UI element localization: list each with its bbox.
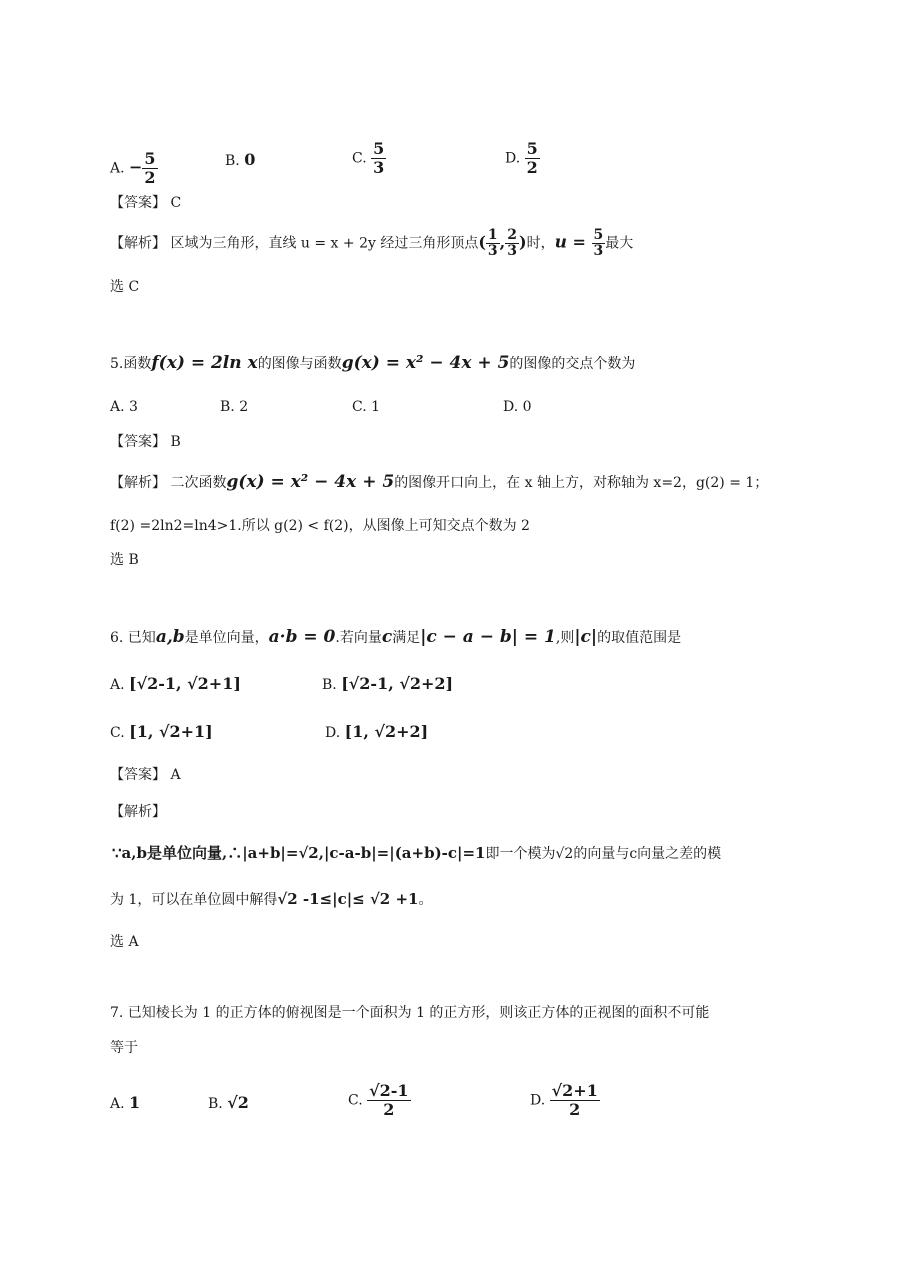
q4-vertex-x: $\frac{1}{3}$ (487, 227, 498, 259)
q4-option-a-fraction: $\frac{5}{2}$ (144, 149, 156, 187)
q4-option-b: B. 0 (225, 150, 256, 169)
q6-option-a: A. [√2-1, √2+1] (110, 674, 241, 693)
q5-answer: 【答案】 B (110, 434, 181, 450)
q6-option-b-interval: [√2-1, √2+2] (341, 674, 454, 693)
q5-choice: 选 B (110, 552, 139, 568)
q4-option-c: C. $\frac{5}{3}$ (352, 139, 385, 177)
q5-option-a: A. 3 (110, 399, 138, 415)
q6-option-d: D. [1, √2+2] (325, 722, 429, 741)
q6-analysis-line1: ∵a,b是单位向量,∴|a+b|=√2,|c-a-b|=|(a+b)-c|=1即一个模为√2的向量与c向量之差的模 (112, 844, 722, 862)
q6-answer: 【答案】 A (110, 767, 181, 783)
q7-option-d-fraction: $\frac{√2+1}{2}$ (551, 1081, 598, 1119)
q6-analysis-line1-math: ∵a,b是单位向量,∴|a+b|=√2,|c-a-b|=|(a+b)-c|=1 (112, 844, 486, 862)
q5-stem: 5.函数f(x) = 2ln x的图像与函数g(x) = x² − 4x + 5的图像的交点个数为 (110, 353, 636, 373)
q4-option-d-fraction: $\frac{5}{2}$ (526, 139, 538, 177)
q6-option-c: C. [1, √2+1] (110, 722, 213, 741)
q5-analysis-g-expression: g(x) = x² − 4x + 5 (226, 472, 395, 492)
q6-choice: 选 A (110, 934, 139, 950)
q5-analysis-line2: f(2) =2ln2=ln4>1.所以 g(2) < f(2)，从图像上可知交点个数为 2 (110, 518, 530, 534)
q4-option-d: D. $\frac{5}{2}$ (505, 139, 538, 177)
q4-option-a: A. − $\frac{5}{2}$ (110, 149, 156, 187)
q6-analysis-line2-math: √2 -1≤|c|≤ √2 +1 (277, 890, 419, 908)
q5-option-c: C. 1 (352, 399, 381, 415)
q7-option-a: A. 1 (110, 1093, 141, 1112)
q4-u-value: $\frac{5}{3}$ (593, 227, 604, 259)
q6-option-d-interval: [1, √2+2] (344, 722, 429, 741)
q4-answer: 【答案】 C (110, 195, 182, 211)
q7-option-b: B. √2 (208, 1093, 249, 1112)
q6-analysis-tag: 【解析】 (110, 804, 166, 820)
q7-stem-line2: 等于 (110, 1040, 138, 1056)
q7-option-d: D. $\frac{√2+1}{2}$ (530, 1081, 598, 1119)
q4-choice: 选 C (110, 279, 140, 295)
q6-option-b: B. [√2-1, √2+2] (322, 674, 454, 693)
q7-option-c: C. $\frac{√2-1}{2}$ (348, 1081, 409, 1119)
q6-analysis-line2: 为 1，可以在单位圆中解得√2 -1≤|c|≤ √2 +1。 (110, 890, 433, 908)
q5-analysis: 【解析】 二次函数g(x) = x² − 4x + 5的图像开口向上，在 x 轴上方，对称轴为 x=2，g(2) = 1； (110, 472, 769, 492)
q5-option-d: D. 0 (503, 399, 532, 415)
q5-f-expression: f(x) = 2ln x (151, 353, 258, 373)
q7-stem-line1: 7. 已知棱长为 1 的正方体的俯视图是一个面积为 1 的正方形，则该正方体的正视图的面积不可能 (110, 1005, 710, 1021)
q5-g-expression: g(x) = x² − 4x + 5 (341, 353, 510, 373)
q4-analysis: 【解析】 区域为三角形，直线 u = x + 2y 经过三角形顶点( $\frac{1}{3}$ , $\frac{2}{3}$ )时，u = $\frac{5}{3}$ 最大 (110, 227, 634, 259)
q6-stem: 6. 已知a,b是单位向量，a·b = 0.若向量c满足|c − a − b| = 1,则|c|的取值范围是 (110, 627, 682, 647)
q4-option-c-fraction: $\frac{5}{3}$ (373, 139, 385, 177)
q7-option-c-fraction: $\frac{√2-1}{2}$ (369, 1081, 409, 1119)
q5-option-b: B. 2 (220, 399, 249, 415)
q6-option-a-interval: [√2-1, √2+1] (129, 674, 241, 693)
q4-vertex-y: $\frac{2}{3}$ (507, 227, 517, 259)
q6-option-c-interval: [1, √2+1] (129, 722, 213, 741)
